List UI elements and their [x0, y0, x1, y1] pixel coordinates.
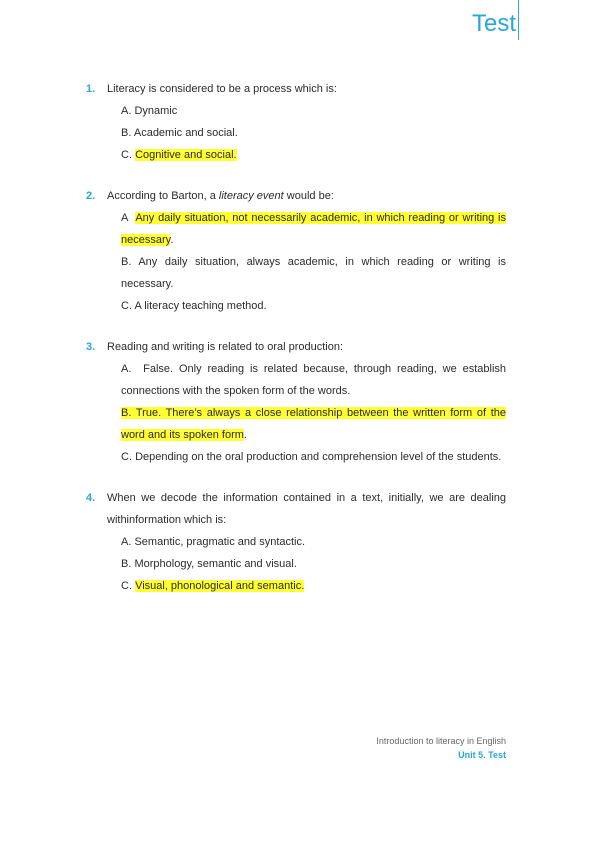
page-footer — [376, 734, 506, 762]
option-c: C. A literacy teaching method. — [121, 300, 267, 312]
footer-unit: Unit 5. Test — [458, 750, 506, 760]
question-number: 3. — [86, 341, 96, 353]
question-text: Literacy is considered to be a process which is: — [107, 83, 337, 95]
question-text: When we decode the information contained in a text, initially, we are dealing withinformation which is: — [107, 492, 506, 526]
option-a: A. Semantic, pragmatic and syntactic. — [121, 536, 306, 548]
highlighted-answer: Any daily situation, not necessarily academic, in which reading or writing is necessary — [121, 212, 506, 246]
question-2 — [86, 185, 506, 317]
option-b: B. Morphology, semantic and visual. — [121, 558, 297, 570]
option-a: A. Dynamic — [121, 105, 178, 117]
highlighted-answer: Cognitive and social. — [135, 149, 237, 161]
option-c: C. Visual, phonological and semantic. — [121, 580, 305, 592]
option-b: B. True. There’s always a close relationship between the written form of the word and its spoken form. — [121, 407, 506, 441]
option-a: A. False. Only reading is related because, through reading, we establish connections with the spoken form of the words. — [121, 363, 506, 397]
footer-course: Introduction to literacy in English — [376, 736, 506, 746]
option-b: B. Academic and social. — [121, 127, 238, 139]
question-list — [86, 78, 506, 616]
highlighted-answer: Visual, phonological and semantic. — [135, 580, 305, 592]
question-number: 4. — [86, 492, 96, 504]
question-1 — [86, 78, 506, 166]
option-c: C. Depending on the oral production and comprehension level of the students. — [121, 451, 502, 463]
question-text: Reading and writing is related to oral production: — [107, 341, 344, 353]
title-rule — [518, 0, 519, 40]
question-number: 1. — [86, 83, 96, 95]
question-number: 2. — [86, 190, 96, 202]
question-3 — [86, 336, 506, 468]
highlighted-answer: B. True. There’s always a close relationship between the written form of the word and its spoken form — [121, 407, 506, 441]
option-a: A Any daily situation, not necessarily academic, in which reading or writing is necessary. — [121, 212, 506, 246]
term-italic: literacy event — [218, 190, 284, 202]
question-4 — [86, 487, 506, 597]
option-b: B. Any daily situation, always academic, in which reading or writing is necessary. — [121, 256, 506, 290]
option-c: C. Cognitive and social. — [121, 149, 237, 161]
question-text: According to Barton, a literacy event would be: — [107, 190, 334, 202]
page-title: Test — [471, 10, 516, 37]
